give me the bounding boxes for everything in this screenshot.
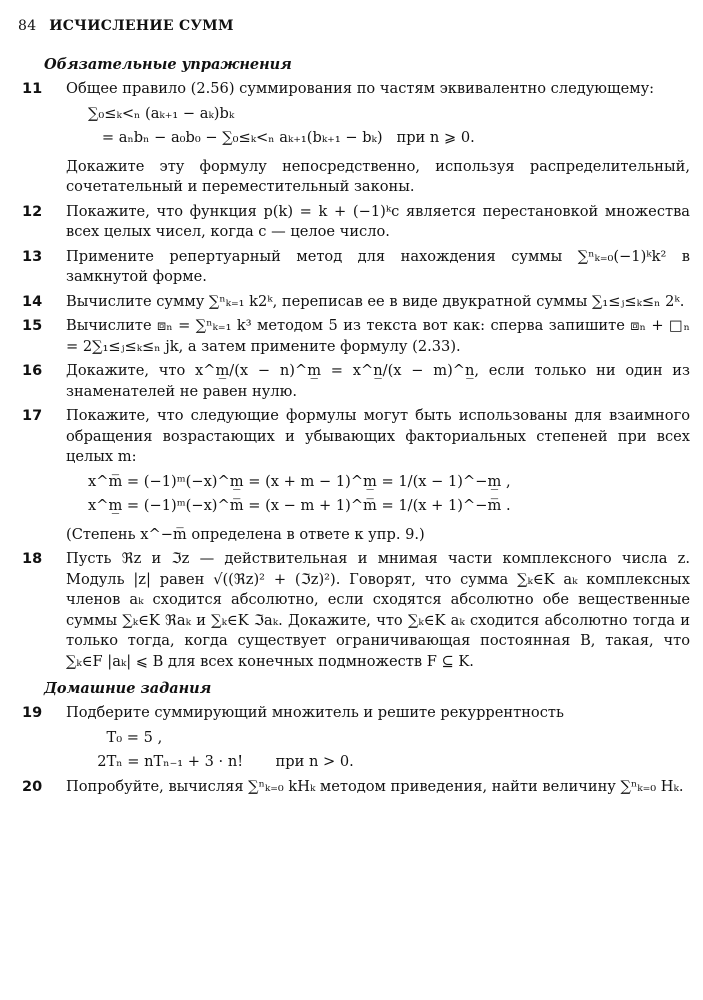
- exercise-text: Общее правило (2.56) суммирования по частям эквивалентно следующему:: [66, 80, 655, 97]
- exercise-number: 15: [22, 318, 43, 334]
- exercise-number: 11: [22, 81, 43, 97]
- exercise-16: [18, 361, 690, 402]
- exercise-number: 20: [22, 778, 43, 795]
- section-title: Домашние задания: [44, 680, 212, 697]
- exercise-19: [18, 703, 690, 773]
- page-number: 84: [18, 18, 37, 34]
- exercise-text: Докажите эту формулу непосредственно, используя распределительный, сочетательный и переместительный законы.: [66, 157, 690, 195]
- exercise-text: Вычислите сумму ∑ⁿₖ₌₁ k2ᵏ, переписав ее в виде двукратной суммы ∑₁≤ⱼ≤ₖ≤ₙ 2ᵏ.: [66, 292, 685, 310]
- section-title: Обязательные упражнения: [44, 56, 292, 73]
- exercise-15: [18, 316, 690, 357]
- exercise-text: Вычислите ⧈ₙ = ∑ⁿₖ₌₁ k³ методом 5 из текста вот как: сперва запишите ⧈ₙ + □ₙ = 2∑₁≤ⱼ≤ₖ≤ₙ jk, а затем примените формулу (2.33).: [66, 317, 690, 355]
- exercise-text: Примените репертуарный метод для нахождения суммы ∑ⁿₖ₌₀(−1)ᵏk² в замкнутой форме.: [66, 247, 690, 285]
- exercise-number: 16: [22, 363, 43, 379]
- exercise-text: Покажите, что функция p(k) = k + (−1)ᵏc является перестановкой множества всех целых чисел, когда c — целое число.: [66, 202, 690, 240]
- exercise-20: [18, 777, 690, 798]
- formula-line: T₀ = 5 ,: [88, 728, 163, 746]
- running-header: [18, 18, 690, 34]
- exercise-text: (Степень x^−m̅ определена в ответе к упр. 9.): [66, 525, 425, 543]
- formula-line: 2Tₙ = nTₙ₋₁ + 3 · n! при n > 0.: [88, 753, 354, 770]
- exercise-text: Докажите, что x^m̲/(x − n)^m̲ = x^n̲/(x − m)^n̲, если только ни один из знаменателей не равен нулю.: [66, 362, 690, 400]
- exercise-12: [18, 202, 690, 243]
- formula-line: x^m̅ = (−1)ᵐ(−x)^m̲ = (x + m − 1)^m̲ = 1/(x − 1)^−m̲ ,: [88, 472, 511, 490]
- exercise-text: Покажите, что следующие формулы могут быть использованы для взаимного обращения возрастающих и убывающих факториальных степеней при всех целых m:: [66, 407, 690, 465]
- exercise-17: [18, 406, 690, 545]
- exercise-14: [18, 292, 690, 313]
- exercise-13: [18, 247, 690, 288]
- exercise-number: 18: [22, 551, 43, 567]
- formula-line: = aₙbₙ − a₀b₀ − ∑₀≤ₖ<ₙ aₖ₊₁(bₖ₊₁ − bₖ) при n ⩾ 0.: [88, 129, 475, 146]
- exercises-content: [18, 56, 690, 797]
- book-page: [18, 18, 690, 801]
- chapter-title: ИСЧИСЛЕНИЕ СУММ: [49, 18, 234, 34]
- formula-line: x^m̲ = (−1)ᵐ(−x)^m̅ = (x − m + 1)^m̅ = 1/(x + 1)^−m̅ .: [88, 497, 511, 514]
- exercise-text: Подберите суммирующий множитель и решите рекуррентность: [66, 704, 564, 721]
- exercise-18: [18, 549, 690, 672]
- exercise-number: 14: [22, 293, 43, 310]
- exercise-number: 17: [22, 408, 43, 424]
- exercise-number: 13: [22, 248, 43, 265]
- exercise-text: Попробуйте, вычисляя ∑ⁿₖ₌₀ kHₖ методом приведения, найти величину ∑ⁿₖ₌₀ Hₖ.: [66, 777, 684, 795]
- exercise-number: 19: [22, 705, 43, 721]
- formula-line: ∑₀≤ₖ<ₙ (aₖ₊₁ − aₖ)bₖ: [88, 104, 235, 122]
- exercise-11: [18, 79, 690, 198]
- exercise-text: Пусть ℜz и ℑz — действительная и мнимая части комплексного числа z. Модуль |z| равен √((ℜz)² + (ℑz)²). Говорят, что сумма ∑ₖ∈K aₖ комплексных членов aₖ сходится абсолютно, если сходятся абсолютно обе вещественные суммы ∑ₖ∈K ℜaₖ и ∑ₖ∈K ℑaₖ. Докажите, что ∑ₖ∈K aₖ сходится абсолютно тогда и только тогда, когда существует ограничивающая постоянная B, такая, что ∑ₖ∈F |aₖ| ⩽ B для всех конечных подмножеств F ⊆ K.: [66, 550, 690, 670]
- exercise-number: 12: [22, 203, 43, 220]
